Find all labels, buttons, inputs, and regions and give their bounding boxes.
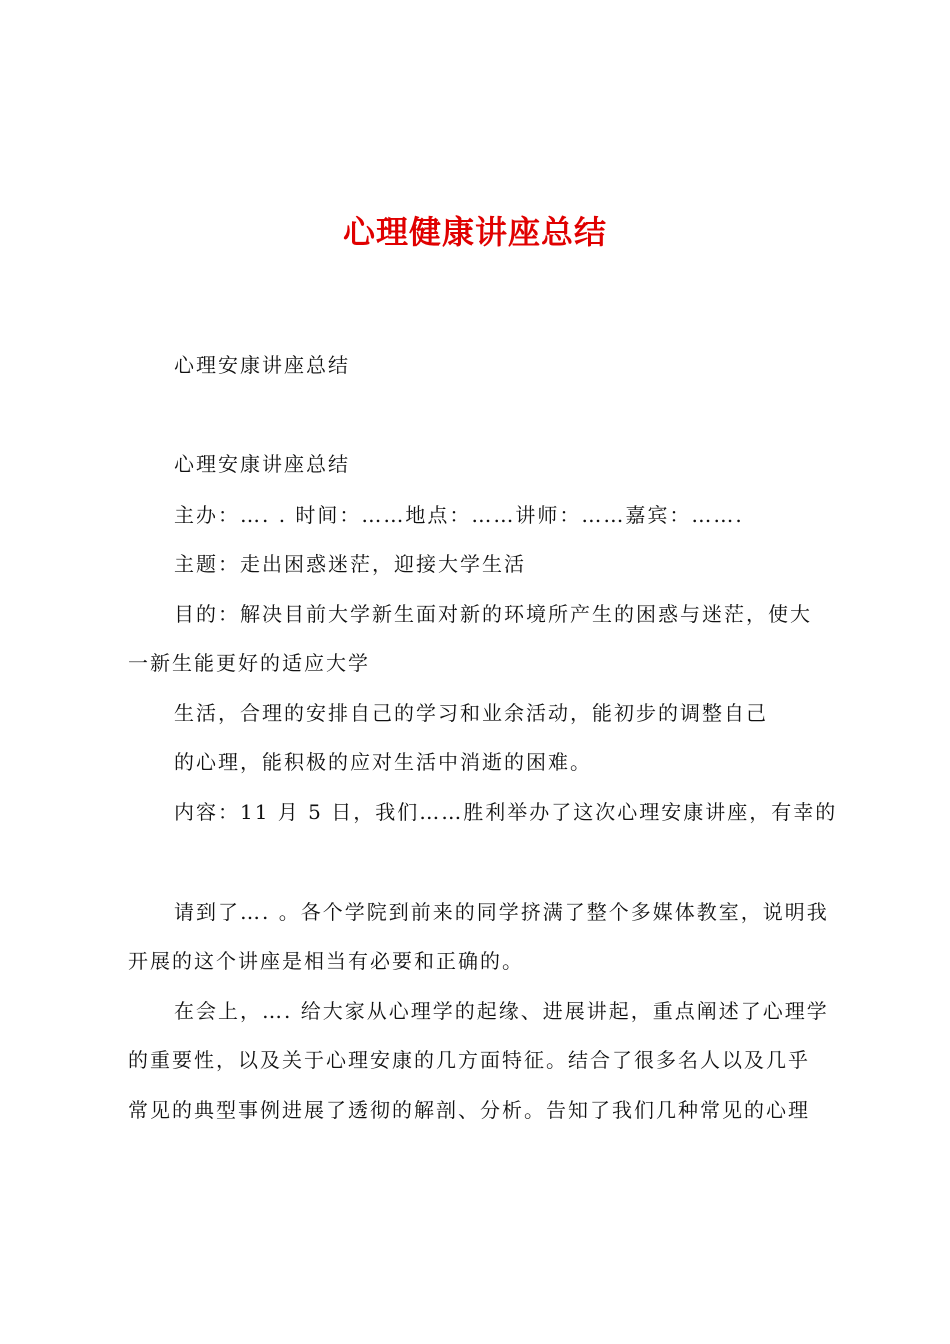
body-line: 生活，合理的安排自己的学习和业余活动，能初步的调整自己 xyxy=(174,701,768,725)
content-line: 内容：11 月 5 日，我们……胜利举办了这次心理安康讲座，有幸的 xyxy=(174,800,838,824)
organizer-line: 主办：…. . 时间：……地点：……讲师：……嘉宾：……. xyxy=(174,503,744,527)
body-line: 常见的典型事例进展了透彻的解剖、分析。告知了我们几种常见的心理 xyxy=(128,1098,810,1122)
body-line: 请到了…. 。各个学院到前来的同学挤满了整个多媒体教室，说明我 xyxy=(174,900,829,924)
body-line: 在会上，…. 给大家从心理学的起缘、进展讲起，重点阐述了心理学 xyxy=(174,999,829,1023)
body-line: 的心理，能积极的应对生活中消逝的困难。 xyxy=(174,750,592,774)
document-title: 心理健康讲座总结 xyxy=(342,213,607,251)
section-heading-line: 心理安康讲座总结 xyxy=(174,452,350,476)
body-line: 的重要性，以及关于心理安康的几方面特征。结合了很多名人以及几乎 xyxy=(128,1048,810,1072)
subtitle-line: 心理安康讲座总结 xyxy=(174,353,350,377)
theme-line: 主题：走出困惑迷茫，迎接大学生活 xyxy=(174,552,526,576)
body-line: 开展的这个讲座是相当有必要和正确的。 xyxy=(128,949,524,973)
purpose-line-continued: 一新生能更好的适应大学 xyxy=(128,651,370,675)
purpose-line: 目的：解决目前大学新生面对新的环境所产生的困惑与迷茫，使大 xyxy=(174,602,812,626)
